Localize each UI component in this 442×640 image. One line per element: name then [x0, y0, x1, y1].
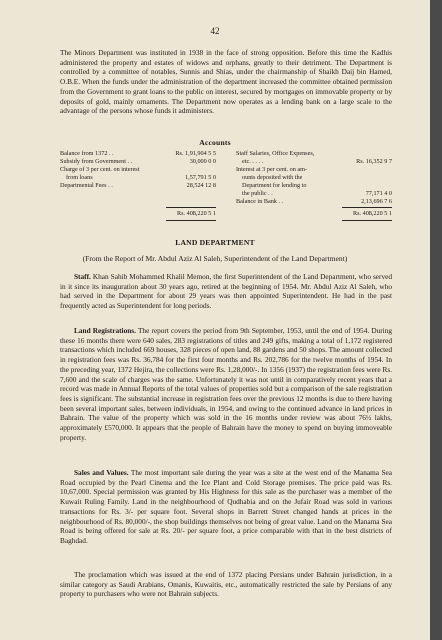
accounts-right-column [236, 150, 392, 206]
accounts-right-total: Rs. 408,220 5 1 [352, 210, 392, 217]
accounts-right-rule-top [342, 207, 392, 208]
staff-lead: Staff. [74, 272, 91, 281]
staff-paragraph [60, 272, 392, 311]
accounts-right-row: etc. . . . . Rs. 16,352 9 7 [242, 158, 392, 165]
land-registrations-paragraph [60, 326, 392, 442]
page-edge [430, 0, 442, 640]
accounts-right-row: Balance in Bank . . 2,13,696 7 6 [236, 198, 392, 205]
accounts-left-total: Rs. 408,220 5 1 [176, 210, 216, 217]
land-registrations-text: The report covers the period from 9th September, 1953, until the end of 1954. During these 16 months there were 640 sales, 283 registrations of titles and 249 gifts, making a total of 1,172 registered transactions which included 669 houses, 328 pieces of open land, 88 gardens and 50 shops. The amount collected in registration fees was Rs. 36,784 for the first four months and Rs. 202,786 for the twelve months of 1954. In the preceding year, 1372 Hejira, the collections were Rs. 1,28,000/-. In 1356 (1937) the registration fees were Rs. 7,600 and the scale of charges was the same. Unfortunately it was not until in comparatively recent years that a record was made in Annual Reports of the total values of properties sold but a comparison of the sale registration fees is significant. The substantial increase in registration fees over the previous 12 months is due to there having been several important sales, between individuals, in 1954, and owing to the continued advance in land prices in Bahrain. The value of the property which was sold in the 16 months under review was about 76½ lakhs, approximately £570,000. It appears that the people of Bahrain have the money to spend on buying immoveable property. [60, 326, 392, 442]
accounts-left-row: from loans 1,57,791 5 0 [66, 174, 216, 181]
proclamation-paragraph: The proclamation which was issued at the end of 1372 placing Persians under Bahrain jurisdiction, in a similar category as Saudi Arabians, Omanis, Kuwaitis, etc., automatically restricted the sale by Persians of any property to purchasers who were not Bahrain subjects. [60, 570, 392, 599]
land-department-heading: LAND DEPARTMENT [175, 238, 255, 247]
accounts-right-row: the public . . 77,171 4 0 [242, 190, 392, 197]
accounts-right-row: Department for lending to [242, 182, 307, 189]
accounts-right-row: Staff Salaries, Office Expenses, [236, 150, 315, 157]
accounts-right-row: ounts deposited with the [242, 174, 303, 181]
minors-intro-paragraph: The Minors Department was instituted in 1938 in the face of strong opposition. Before this time the Kadhis administered the property and estates of widows and orphans, greatly to their detriment. The Department is controlled by a committee of notables, Sunnis and Shias, under the chairmanship of Shaikh Daij bin Hamed, O.B.E. When the funds under the administration of the department increased the committee obtained permission from the Government to grant loans to the public on interest, secured by mortgages on immovable property or by deposits of gold, mainly ornaments. The Department now operates as a lending bank on a large scale to the advantage of the persons whose funds it administers. [60, 48, 392, 116]
accounts-right-rule-bottom [342, 220, 392, 221]
accounts-left-row: Charge of 3 per cent. on interest [60, 166, 140, 173]
land-registrations-lead: Land Registrations. [74, 326, 136, 335]
accounts-left-row: Departmental Fees . . 28,524 12 8 [60, 182, 216, 189]
page-number: 42 [210, 26, 220, 36]
accounts-left-rule-bottom [166, 220, 216, 221]
staff-text: Khan Sahib Mohammed Khalil Memon, the first Superintendent of the Land Department, who served in it since its inauguration about 30 years ago, retired at the beginning of 1954. Mr. Abdul Aziz Al Saleh, who had served in the Department for about 29 years was then appointed Superintendent. He had in the past frequently acted as Superintendent for long periods. [60, 272, 393, 311]
accounts-left-row: Subsidy from Government . . 30,000 0 0 [60, 158, 216, 165]
sales-values-paragraph [60, 468, 392, 546]
sales-values-text: The most important sale during the year was a site at the west end of the Manama Sea Road occupied by the Pearl Cinema and the Ice Plant and Cold Storage premises. The price paid was Rs. 10,67,000. Special permission was granted by His Highness for this sale as the purchaser was a member of the Kuwait Ruling Family. Land in the neighbourhood of Qudhabia and on the Jufair Road was sold in various transactions for Rs. 3/- per square foot. Several shops in Barrett Street changed hands at prices in the neighbourhood of Rs. 80,000/-, the shop buildings themselves not being of great value. Land on the Manama Sea Road is being offered for sale at Rs. 20/- per square foot, a price comparable with that in the best districts of Baghdad. [60, 468, 392, 545]
sales-values-lead: Sales and Values. [74, 468, 129, 477]
accounts-right-row: Interest at 3 per cent. on am- [236, 166, 307, 173]
land-department-subtitle: (From the Report of Mr. Abdul Aziz Al Saleh, Superintendent of the Land Department) [82, 254, 348, 263]
accounts-left-row: Balance from 1372 . . Rs. 1,91,904 5 5 [60, 150, 216, 157]
accounts-left-column [60, 150, 216, 190]
accounts-title: Accounts [199, 138, 231, 147]
accounts-left-rule-top [166, 207, 216, 208]
